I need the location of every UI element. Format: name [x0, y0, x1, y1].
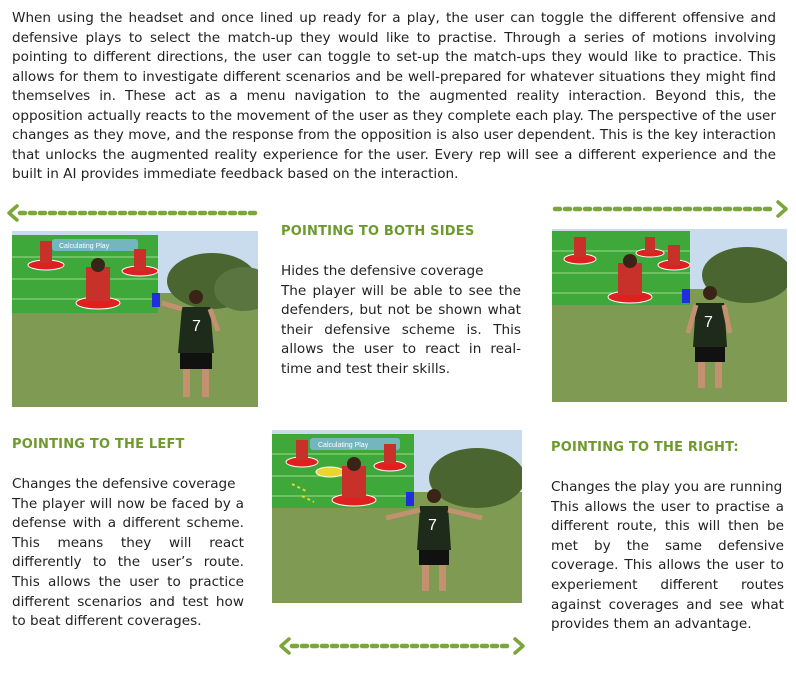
- body-both-sides: The player will be able to see the defenders, but not be shown what their defensive scheme is. This allows the user to react in real-time and test their skills.: [281, 282, 521, 377]
- body-right: This allows the user to practise a different route, this will then be met by the same defensive coverage. This allows the user to experiement different routes against coverages and see what provides them an advantage.: [551, 498, 784, 633]
- jersey-number-2: 7: [704, 314, 713, 331]
- left-arrow-icon: [6, 204, 262, 222]
- text-both-sides: [281, 262, 521, 380]
- jersey-number-3: 7: [428, 517, 437, 534]
- body-left: The player will now be faced by a defense with a different scheme. This means they will react differently to the user’s route. This allows the user to practice different scenarios and test how to beat different coverages.: [12, 495, 244, 630]
- overlay-label-1: Calculating Play: [59, 243, 110, 250]
- intro-paragraph: When using the headset and once lined up ready for a play, the user can toggle the different offensive and defensive plays to select the match-up they would like to practise. Through a series of motions involving pointing to different directions, the user can toggle to set-up the match-ups they would like to practice. This allows for them to investigate different scenarios and be well-prepared for whatever situations they might find themselves in. These act as a menu navigation to the augmented reality interaction. Beyond this, the opposition actually reacts to the movement of the user as they complete each play. The perspective of the user changes as they move, and the response from the opposition is also user dependent. This is the key interaction that unlocks the augmented reality experience for the user. Every rep will see a different experience and the built in AI provides immediate feedback based on the interaction.: [12, 10, 776, 182]
- overlay-label-2: Calculating Play: [318, 442, 369, 449]
- heading-left: POINTING TO THE LEFT: [12, 437, 185, 452]
- text-right: [551, 478, 784, 635]
- double-arrow-icon: [278, 636, 526, 656]
- heading-both-sides: POINTING TO BOTH SIDES: [281, 224, 475, 239]
- lead-right: Changes the play you are running: [551, 479, 783, 495]
- jersey-number-1: 7: [192, 318, 201, 335]
- heading-right: POINTING TO THE RIGHT:: [551, 440, 739, 455]
- photo-both-sides: [12, 231, 258, 407]
- photo-left: [272, 430, 522, 603]
- photo-right: [552, 229, 787, 402]
- lead-both-sides: Hides the defensive coverage: [281, 263, 484, 279]
- lead-left: Changes the defensive coverage: [12, 476, 236, 492]
- right-arrow-icon: [552, 200, 790, 218]
- text-left: [12, 475, 244, 632]
